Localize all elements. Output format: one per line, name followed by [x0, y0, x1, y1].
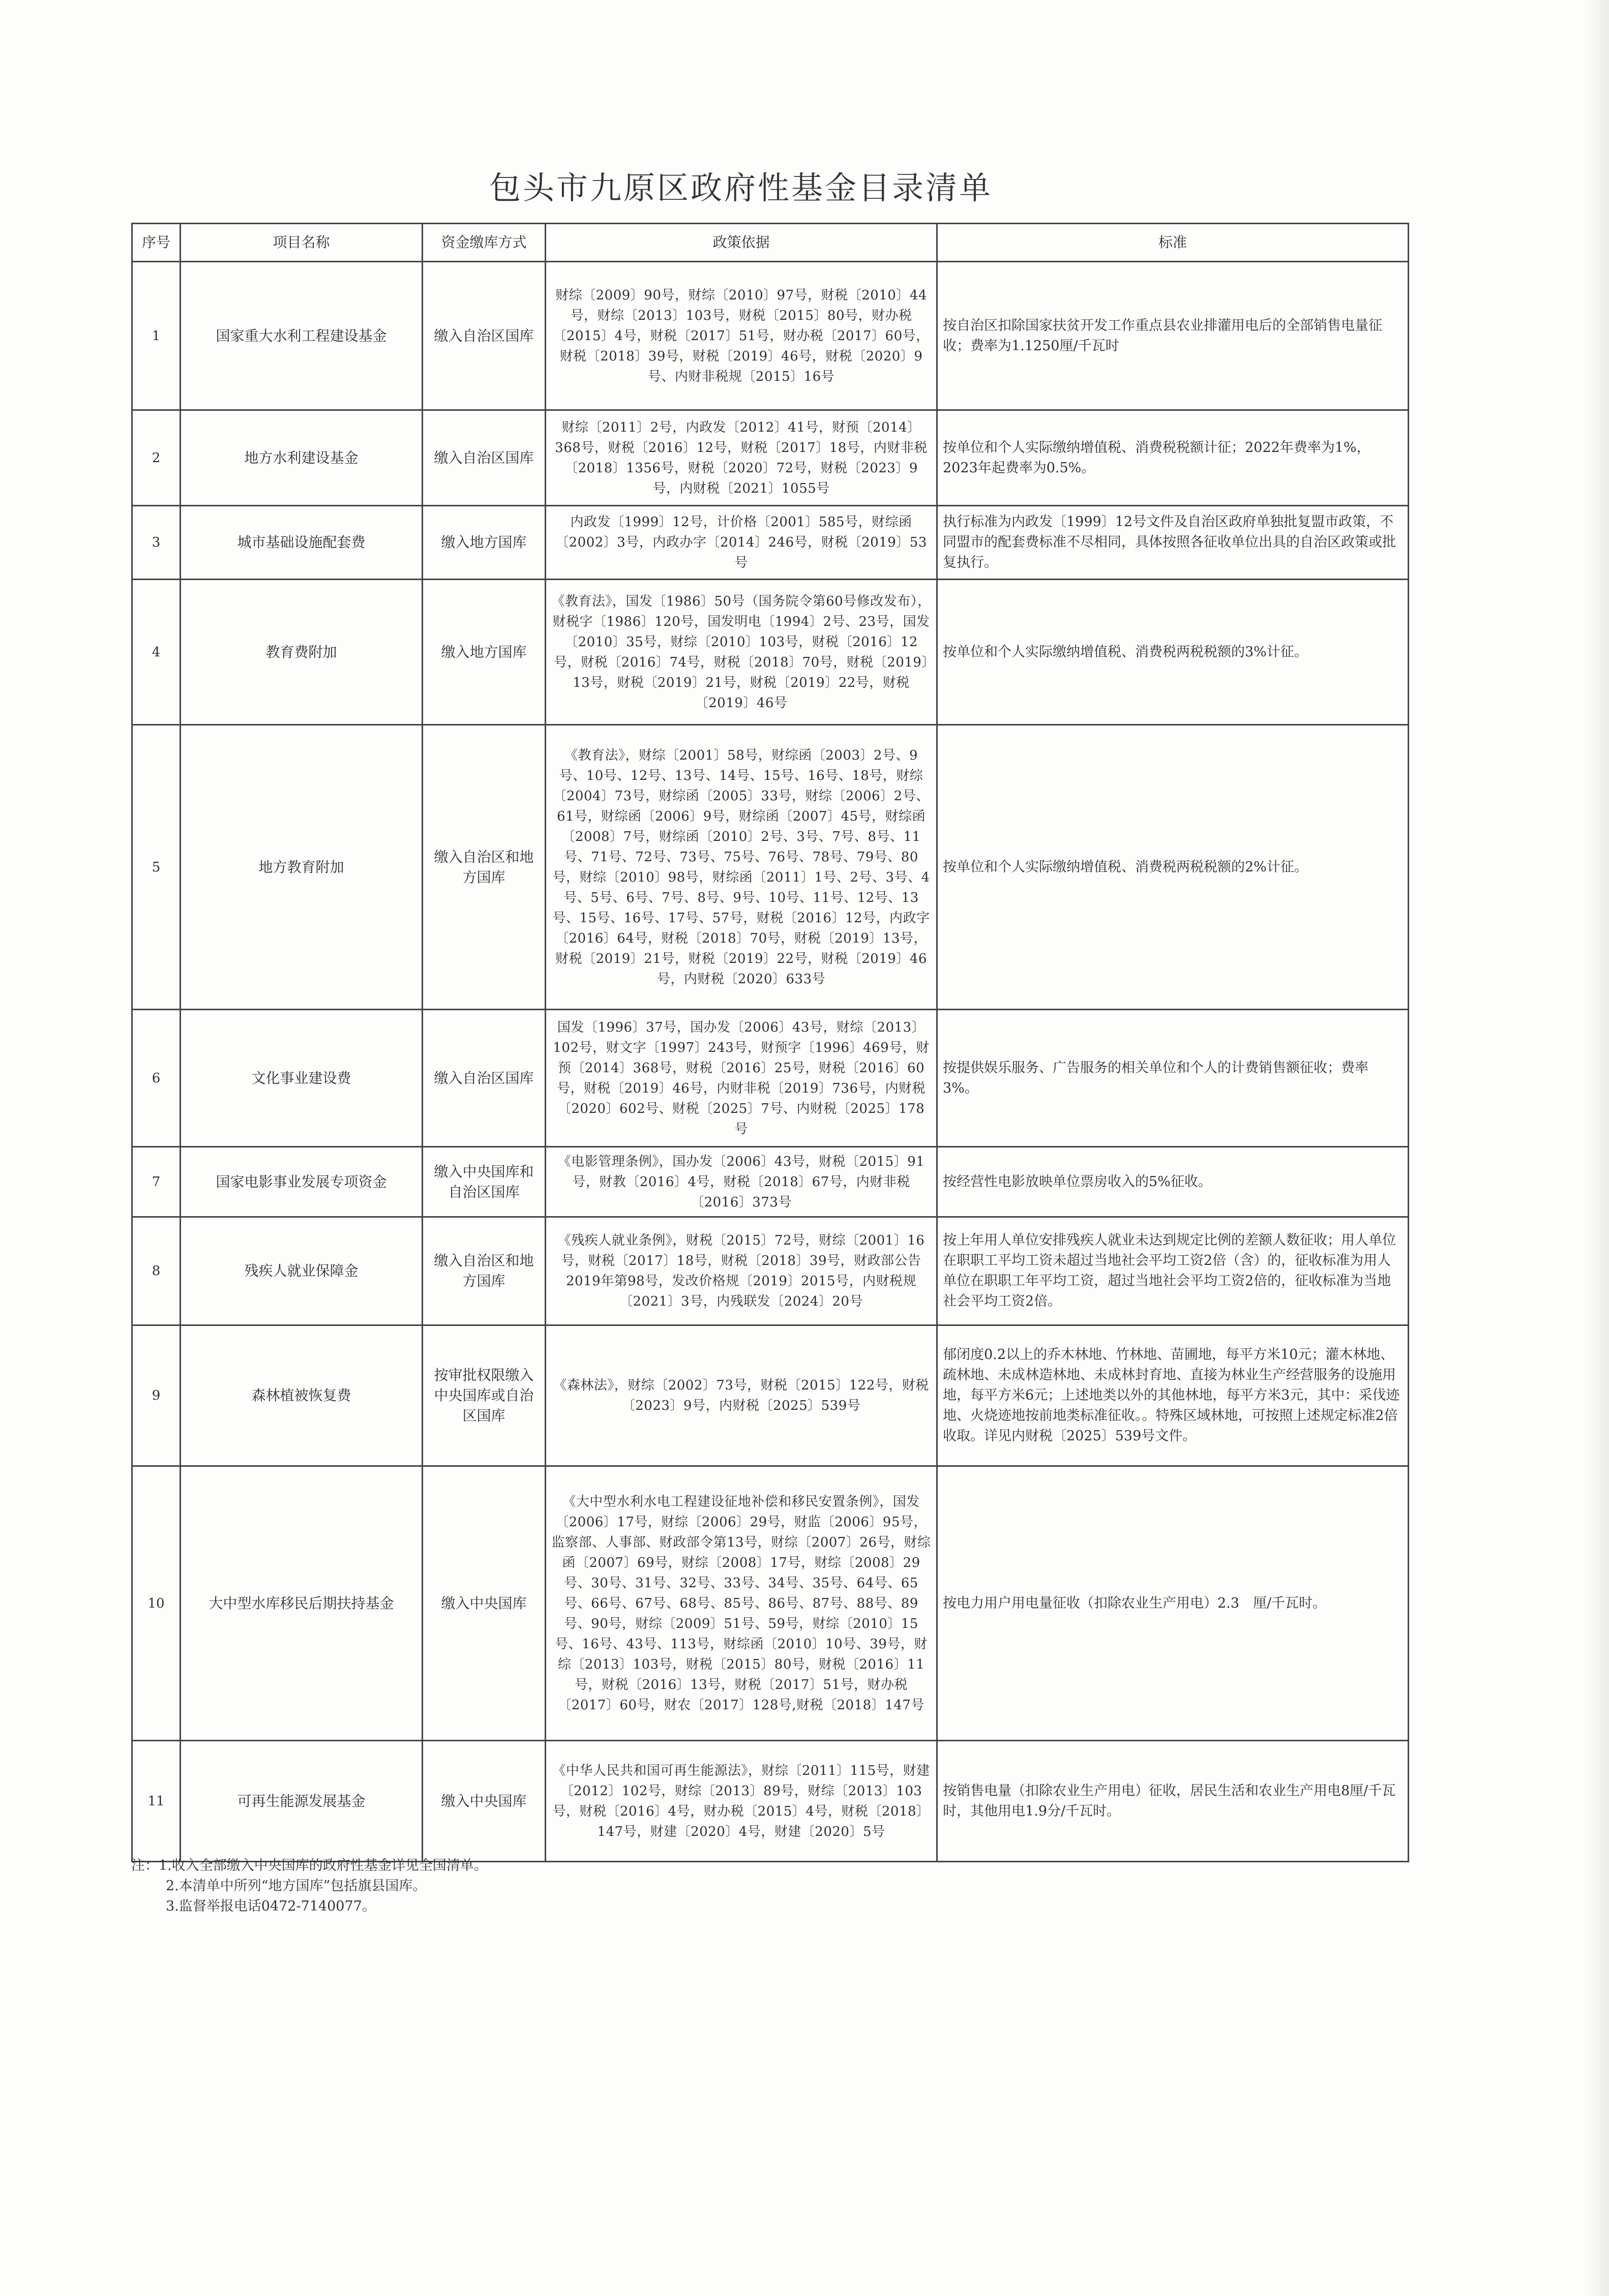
row-standard: 按单位和个人实际缴纳增值税、消费税两税税额的2%计征。 — [937, 725, 1409, 1010]
table-row — [132, 262, 1409, 410]
row-basis: 《残疾人就业条例》，财税〔2015〕72号，财综〔2001〕16号，财税〔2017〕18号，财税〔2018〕39号，财政部公告2019年第98号，发改价格规〔2019〕2015号，内财税规〔2021〕3号，内残联发〔2024〕20号 — [546, 1217, 937, 1325]
row-basis: 国发〔1996〕37号，国办发〔2006〕43号，财综〔2013〕102号，财文字〔1997〕243号，财预字〔1996〕469号，财预〔2014〕368号，财税〔2016〕25号，财税〔2016〕60号，财税〔2019〕46号，内财非税〔2019〕736号，内财税〔2020〕602号、财税〔2025〕7号、内财税〔2025〕178号 — [546, 1010, 937, 1147]
row-method: 缴入自治区和地方国库 — [423, 725, 546, 1010]
table-row — [132, 1466, 1409, 1741]
row-standard: 按经营性电影放映单位票房收入的5%征收。 — [937, 1147, 1409, 1217]
header-method: 资金缴库方式 — [423, 224, 546, 262]
row-standard: 按单位和个人实际缴纳增值税、消费税两税税额的3%计征。 — [937, 580, 1409, 725]
row-no: 9 — [132, 1325, 181, 1466]
header-no: 序号 — [132, 224, 181, 262]
row-basis: 《大中型水利水电工程建设征地补偿和移民安置条例》，国发〔2006〕17号，财综〔2006〕29号，财监〔2006〕95号，监察部、人事部、财政部令第13号，财综〔2007〕26号，财综函〔2007〕69号，财综〔2008〕17号，财综〔2008〕29号、30号、31号、32号、33号、34号、35号、64号、65号、66号、67号、68号、85号、86号、87号、88号、89号、90号，财综〔2009〕51号、59号，财综〔2010〕15号、16号、43号、113号，财综函〔2010〕10号、39号，财综〔2013〕103号，财税〔2015〕80号，财税〔2016〕11号，财税〔2016〕13号，财税〔2017〕51号，财办税〔2017〕60号，财农〔2017〕128号,财税〔2018〕147号 — [546, 1466, 937, 1741]
row-method: 缴入自治区国库 — [423, 410, 546, 506]
table-row — [132, 1147, 1409, 1217]
table-row — [132, 1325, 1409, 1466]
row-no: 3 — [132, 506, 181, 580]
row-no: 1 — [132, 262, 181, 410]
row-name: 大中型水库移民后期扶持基金 — [181, 1466, 423, 1741]
table-row — [132, 1217, 1409, 1325]
table-row — [132, 410, 1409, 506]
row-standard: 按单位和个人实际缴纳增值税、消费税税额计征；2022年费率为1%，2023年起费率为0.5%。 — [937, 410, 1409, 506]
row-name: 可再生能源发展基金 — [181, 1741, 423, 1862]
row-no: 11 — [132, 1741, 181, 1862]
row-method: 缴入自治区和地方国库 — [423, 1217, 546, 1325]
scan-edge-shadow — [1585, 0, 1609, 2296]
row-basis: 《中华人民共和国可再生能源法》，财综〔2011〕115号，财建〔2012〕102号，财综〔2013〕89号，财综〔2013〕103号，财税〔2016〕4号，财办税〔2015〕4号，财税〔2018〕147号，财建〔2020〕4号，财建〔2020〕5号 — [546, 1741, 937, 1862]
row-name: 地方教育附加 — [181, 725, 423, 1010]
row-standard: 按电力用户用电量征收（扣除农业生产用电）2.3 厘/千瓦时。 — [937, 1466, 1409, 1741]
row-no: 7 — [132, 1147, 181, 1217]
header-name: 项目名称 — [181, 224, 423, 262]
row-name: 国家电影事业发展专项资金 — [181, 1147, 423, 1217]
row-name: 国家重大水利工程建设基金 — [181, 262, 423, 410]
row-standard: 按销售电量（扣除农业生产用电）征收，居民生活和农业生产用电8厘/千瓦时，其他用电1.9分/千瓦时。 — [937, 1741, 1409, 1862]
row-standard: 按上年用人单位安排残疾人就业未达到规定比例的差额人数征收；用人单位在职职工平均工资未超过当地社会平均工资2倍（含）的，征收标准为用人单位在职职工年平均工资，超过当地社会平均工资2倍的，征收标准为当地社会平均工资2倍。 — [937, 1217, 1409, 1325]
row-no: 4 — [132, 580, 181, 725]
row-no: 10 — [132, 1466, 181, 1741]
row-name: 城市基础设施配套费 — [181, 506, 423, 580]
row-method: 缴入地方国库 — [423, 506, 546, 580]
row-basis: 《教育法》，国发〔1986〕50号（国务院令第60号修改发布），财税字〔1986〕120号，国发明电〔1994〕2号、23号，国发〔2010〕35号，财综〔2010〕103号，财税〔2016〕12号，财税〔2016〕74号，财税〔2018〕70号，财税〔2019〕13号，财税〔2019〕21号，财税〔2019〕22号，财税〔2019〕46号 — [546, 580, 937, 725]
row-standard: 郁闭度0.2以上的乔木林地、竹林地、苗圃地，每平方米10元；灌木林地、疏林地、未成林造林地、未成林封育地、直接为林业生产经营服务的设施用地，每平方米6元；上述地类以外的其他林地，每平方米3元，其中：采伐迹地、火烧迹地按前地类标准征收。。特殊区域林地，可按照上述规定标准2倍收取。详见内财税〔2025〕539号文件。 — [937, 1325, 1409, 1466]
document-title: 包头市九原区政府性基金目录清单 — [489, 169, 993, 206]
row-standard: 执行标准为内政发〔1999〕12号文件及自治区政府单独批复盟市政策，不同盟市的配套费标准不尽相同，具体按照各征收单位出具的自治区政策或批复执行。 — [937, 506, 1409, 580]
row-no: 2 — [132, 410, 181, 506]
table-row — [132, 1741, 1409, 1862]
row-basis: 内政发〔1999〕12号，计价格〔2001〕585号，财综函〔2002〕3号，内政办字〔2014〕246号，财税〔2019〕53号 — [546, 506, 937, 580]
row-name: 残疾人就业保障金 — [181, 1217, 423, 1325]
table-row — [132, 580, 1409, 725]
row-method: 缴入中央国库 — [423, 1466, 546, 1741]
row-name: 森林植被恢复费 — [181, 1325, 423, 1466]
row-basis: 《森林法》，财综〔2002〕73号，财税〔2015〕122号，财税〔2023〕9号，内财税〔2025〕539号 — [546, 1325, 937, 1466]
row-method: 按审批权限缴入中央国库或自治区国库 — [423, 1325, 546, 1466]
fund-catalog-table — [131, 223, 1409, 1862]
row-basis: 《教育法》，财综〔2001〕58号，财综函〔2003〕2号、9号、10号、12号、13号、14号、15号、16号、18号，财综〔2004〕73号，财综函〔2005〕33号，财综〔2006〕2号、61号，财综函〔2006〕9号，财综函〔2007〕45号，财综函〔2008〕7号，财综函〔2010〕2号、3号、7号、8号、11号、71号、72号、73号、75号、76号、78号、79号、80号，财综〔2010〕98号，财综函〔2011〕1号、2号、3号、4号、5号、6号、7号、8号、9号、10号、11号、12号、13号、15号、16号、17号、57号，财税〔2016〕12号，内政字〔2016〕64号，财税〔2018〕70号，财税〔2019〕13号，财税〔2019〕21号，财税〔2019〕22号，财税〔2019〕46号，内财税〔2020〕633号 — [546, 725, 937, 1010]
row-method: 缴入中央国库 — [423, 1741, 546, 1862]
row-name: 教育费附加 — [181, 580, 423, 725]
row-name: 地方水利建设基金 — [181, 410, 423, 506]
row-standard: 按自治区扣除国家扶贫开发工作重点县农业排灌用电后的全部销售电量征收；费率为1.1250厘/千瓦时 — [937, 262, 1409, 410]
header-standard: 标准 — [937, 224, 1409, 262]
row-basis: 财综〔2009〕90号，财综〔2010〕97号，财税〔2010〕44号，财综〔2013〕103号，财税〔2015〕80号，财办税〔2015〕4号，财税〔2017〕51号，财办税〔2017〕60号，财税〔2018〕39号，财税〔2019〕46号，财税〔2020〕9号、内财非税规〔2015〕16号 — [546, 262, 937, 410]
row-method: 缴入自治区国库 — [423, 1010, 546, 1147]
row-method: 缴入自治区国库 — [423, 262, 546, 410]
row-standard: 按提供娱乐服务、广告服务的相关单位和个人的计费销售额征收；费率3%。 — [937, 1010, 1409, 1147]
header-basis: 政策依据 — [546, 224, 937, 262]
row-no: 5 — [132, 725, 181, 1010]
table-header-row — [132, 224, 1409, 262]
row-method: 缴入地方国库 — [423, 580, 546, 725]
footnote-2: 2.本清单中所列“地方国库”包括旗县国库。 — [166, 1878, 427, 1894]
row-basis: 《电影管理条例》，国办发〔2006〕43号，财税〔2015〕91号，财教〔2016〕4号，财税〔2018〕67号，内财非税〔2016〕373号 — [546, 1147, 937, 1217]
footnote-1: 注：1.收入全部缴入中央国库的政府性基金详见全国清单。 — [131, 1858, 488, 1874]
table-row — [132, 506, 1409, 580]
footnotes — [131, 1856, 894, 1917]
row-method: 缴入中央国库和自治区国库 — [423, 1147, 546, 1217]
row-basis: 财综〔2011〕2号，内政发〔2012〕41号，财预〔2014〕368号，财税〔2016〕12号，财税〔2017〕18号，内财非税〔2018〕1356号，财税〔2020〕72号，财税〔2023〕9号，内财税〔2021〕1055号 — [546, 410, 937, 506]
footnote-3: 3.监督举报电话0472-7140077。 — [166, 1898, 376, 1914]
table-row — [132, 725, 1409, 1010]
row-no: 6 — [132, 1010, 181, 1147]
row-no: 8 — [132, 1217, 181, 1325]
table-row — [132, 1010, 1409, 1147]
row-name: 文化事业建设费 — [181, 1010, 423, 1147]
